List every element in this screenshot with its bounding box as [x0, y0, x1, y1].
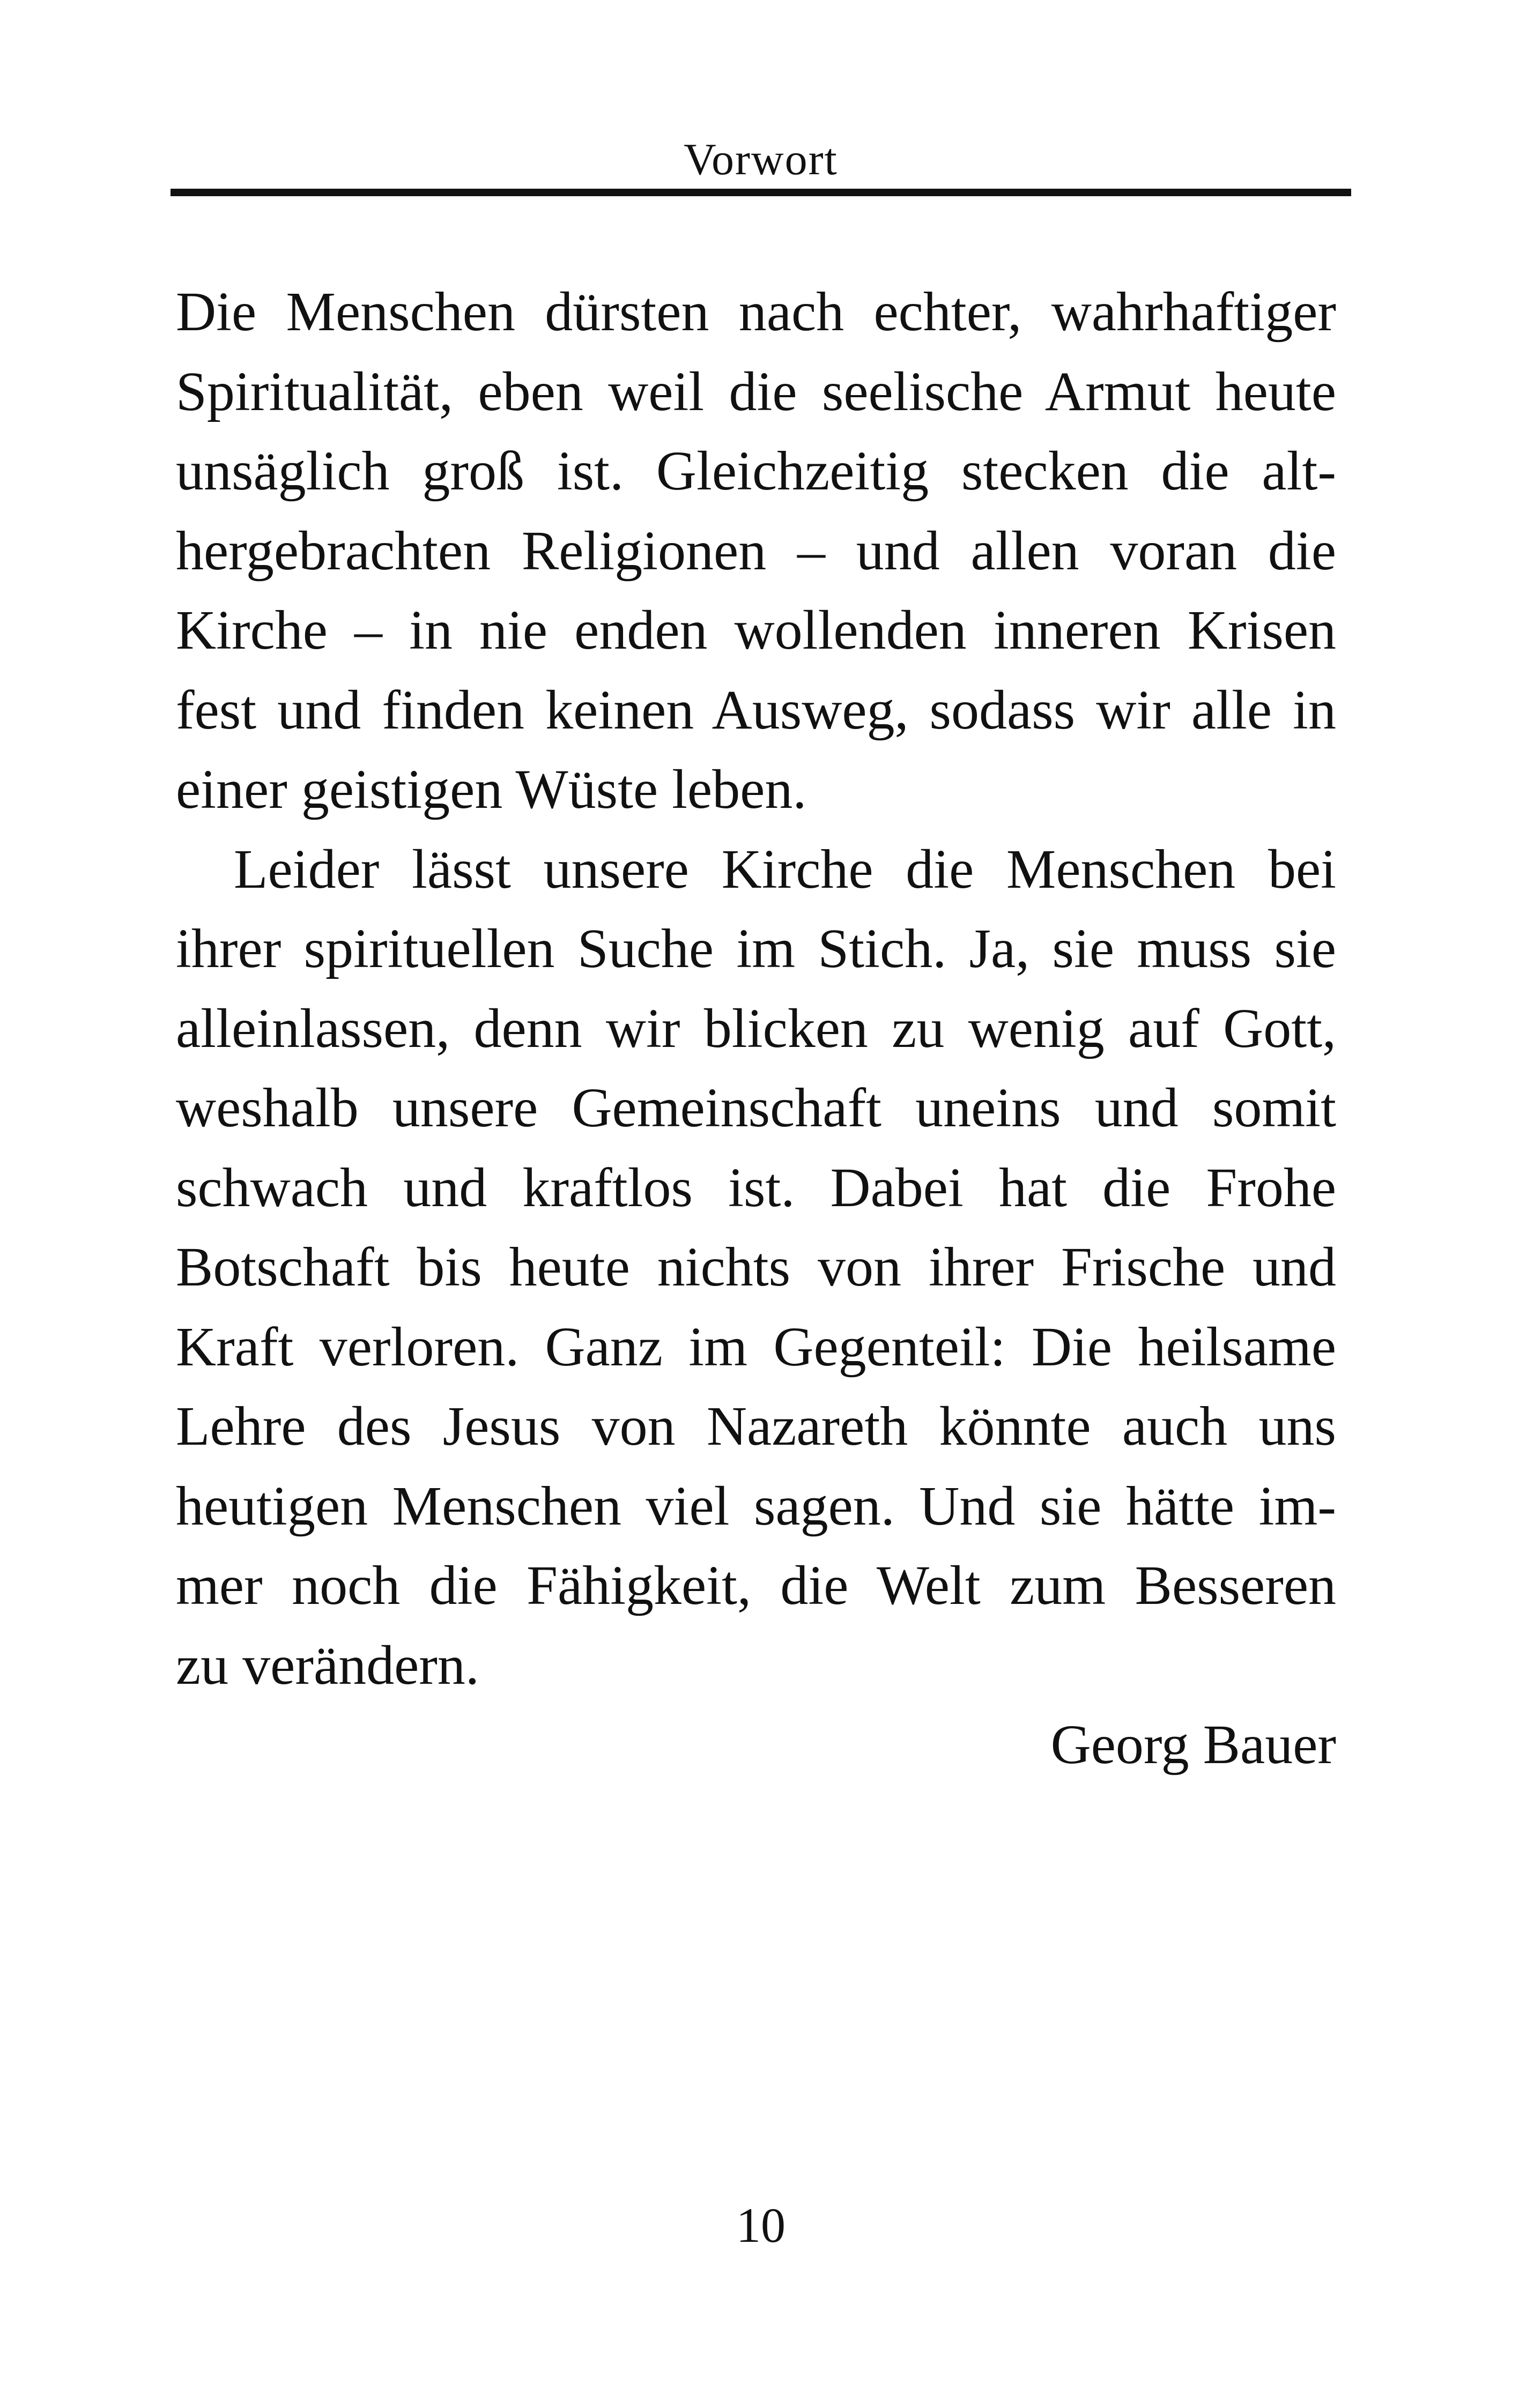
text-line: weshalb unsere Gemeinschaft uneins und somit: [176, 1077, 1336, 1139]
body-text: [176, 272, 1336, 1785]
paragraph-1: [176, 272, 1336, 830]
text-line: schwach und kraftlos ist. Dabei hat die Frohe: [176, 1156, 1336, 1218]
page-number: 10: [736, 2198, 786, 2253]
text-line: Kraft verloren. Ganz im Gegenteil: Die heilsame: [176, 1316, 1336, 1378]
text-line: unsäglich groß ist. Gleichzeitig stecken die alt-: [176, 440, 1336, 502]
text-line: Botschaft bis heute nichts von ihrer Frische und: [176, 1236, 1336, 1298]
text-line: fest und finden keinen Ausweg, sodass wir alle in: [176, 679, 1336, 741]
text-line: mer noch die Fähigkeit, die Welt zum Besseren: [176, 1555, 1336, 1616]
text-line: Spiritualität, eben weil die seelische Armut heute: [176, 360, 1336, 422]
text-line: Leider lässt unsere Kirche die Menschen bei: [234, 838, 1336, 900]
text-line: Lehre des Jesus von Nazareth könnte auch uns: [176, 1395, 1336, 1457]
text-line: zu verändern.: [176, 1634, 479, 1696]
text-line: einer geistigen Wüste leben.: [176, 759, 807, 820]
text-line: alleinlassen, denn wir blicken zu wenig auf Gott,: [176, 997, 1336, 1059]
running-head-title: Vorwort: [684, 135, 838, 184]
text-line: ihrer spirituellen Suche im Stich. Ja, sie muss sie: [176, 918, 1336, 979]
text-line: hergebrachten Religionen – und allen voran die: [176, 519, 1336, 582]
text-line: Die Menschen dürsten nach echter, wahrhaftiger: [176, 281, 1336, 343]
author-signature: Georg Bauer: [1050, 1714, 1336, 1775]
text-line: Kirche – in nie enden wollenden inneren Krisen: [176, 599, 1336, 661]
paragraph-2: [176, 830, 1336, 1706]
text-line: heutigen Menschen viel sagen. Und sie hätte im-: [176, 1475, 1336, 1537]
header-rule: [171, 189, 1351, 196]
